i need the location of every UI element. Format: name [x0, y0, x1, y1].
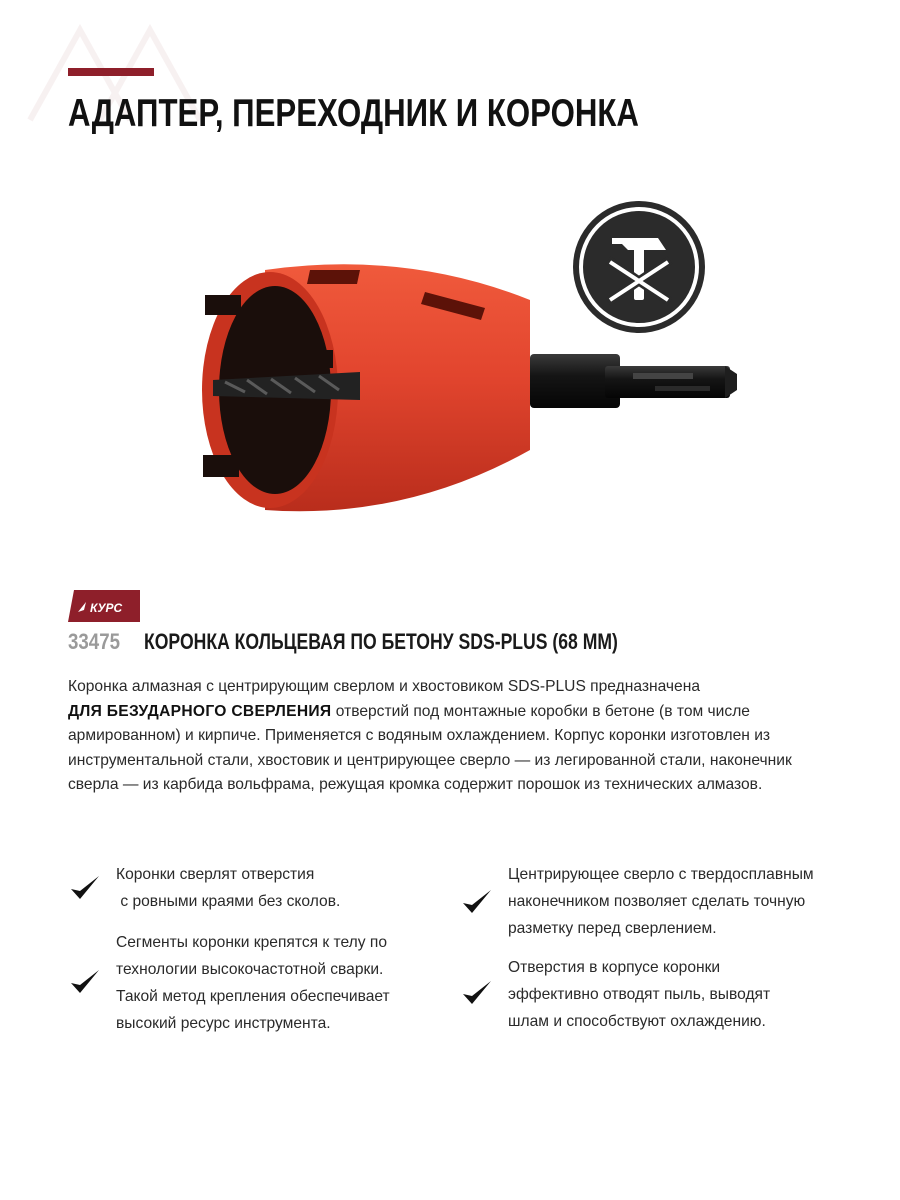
- feature-line: Отверстия в корпусе коронки: [508, 959, 721, 976]
- no-hammer-icon: [570, 198, 708, 336]
- feature-line: высокий ресурс инструмента.: [116, 1015, 331, 1032]
- feature-line: Сегменты коронки крепятся к телу по: [116, 934, 388, 951]
- feature-line: с ровными краями без сколов.: [116, 893, 341, 910]
- check-icon: [68, 873, 102, 903]
- product-name: КОРОНКА КОЛЬЦЕВАЯ ПО БЕТОНУ SDS-PLUS (68 ММ): [144, 629, 618, 654]
- description-text-2: отверстий под монтажные коробки в бетоне (в том числе армированном) и кирпиче. Применяется с водяным охлаждением. Корпус коронки изготовлен из инструментальной стали, хвостовик и центрирующее сверло — из легированной стали, наконечник сверла — из карбида вольфрама, режущая кромка содержит порошок из технических алмазов.: [68, 702, 792, 793]
- svg-text:КУРС: КУРС: [90, 601, 123, 615]
- product-article-number: 33475: [68, 629, 121, 654]
- check-icon: [460, 978, 494, 1008]
- description-text-1: Коронка алмазная с центрирующим сверлом и хвостовиком SDS-PLUS предназначена: [68, 678, 701, 695]
- check-icon: [68, 967, 102, 997]
- product-description: [68, 675, 838, 798]
- feature-line: Коронки сверлят отверстия: [116, 866, 315, 883]
- feature-item: [460, 954, 860, 1039]
- feature-item: [68, 861, 448, 921]
- feature-line: эффективно отводят пыль, выводят: [508, 986, 771, 1003]
- check-icon: [460, 887, 494, 917]
- feature-line: Такой метод крепления обеспечивает: [116, 988, 390, 1005]
- feature-line: разметку перед сверлением.: [508, 920, 717, 937]
- feature-item: [460, 861, 860, 946]
- feature-line: Центрирующее сверло с твердосплавным: [508, 866, 814, 883]
- section-title: АДАПТЕР, ПЕРЕХОДНИК И КОРОНКА: [68, 92, 639, 135]
- description-emphasis: ДЛЯ БЕЗУДАРНОГО СВЕРЛЕНИЯ: [68, 702, 332, 720]
- title-accent-bar: [68, 68, 154, 76]
- feature-line: технологии высокочастотной сварки.: [116, 961, 384, 978]
- feature-item: [68, 929, 448, 1039]
- feature-line: наконечником позволяет сделать точную: [508, 893, 806, 910]
- feature-line: шлам и способствуют охлаждению.: [508, 1013, 766, 1030]
- brand-logo: [68, 590, 140, 622]
